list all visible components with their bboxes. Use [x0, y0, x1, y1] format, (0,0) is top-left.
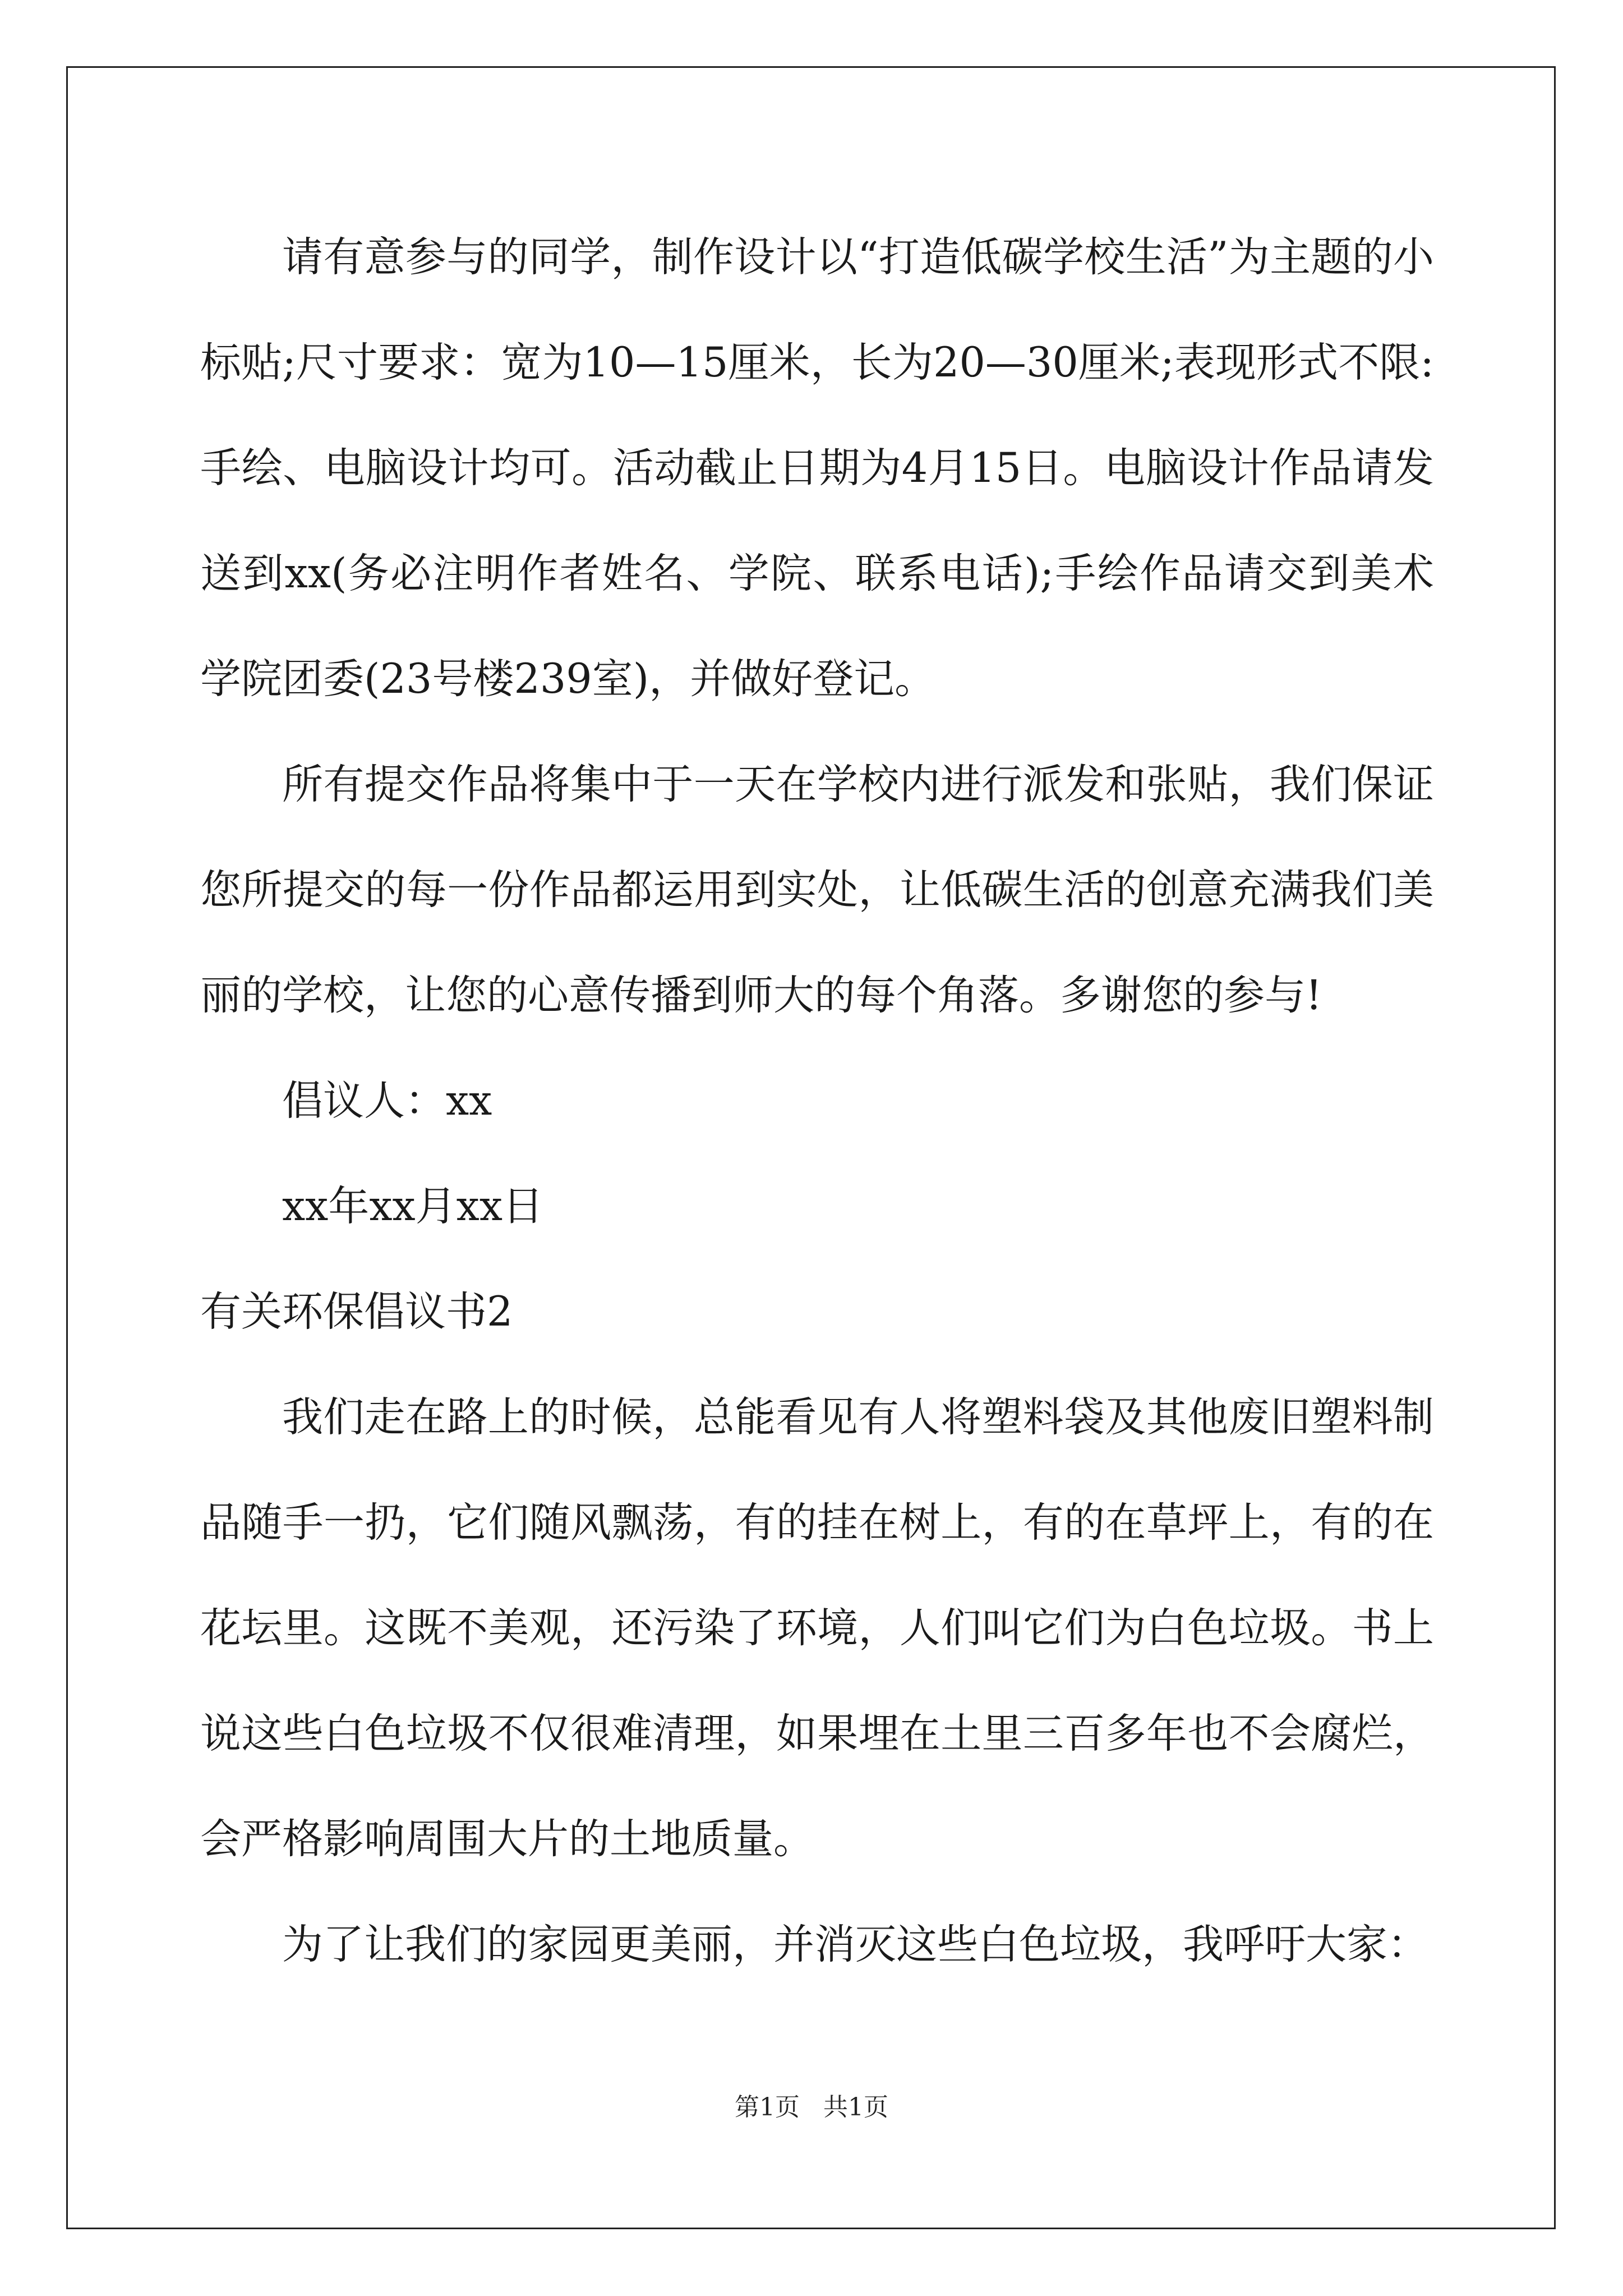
paragraph-appeal: 为了让我们的家园更美丽，并消灭这些白色垃圾，我呼吁大家：	[282, 1921, 1428, 1968]
page-footer: 第1页 共1页	[735, 2093, 888, 2122]
paragraph-white-pollution: 我们走在路上的时候，总能看见有人将塑料袋及其他废旧塑料制品随手一扔，它们随风飘荡，有的挂在树上，有的在草坪上，有的在花坛里。这既不美观，还污染了环境，人们叫它们为白色垃圾。书上说这些白色垃圾不仅很难清理，如果埋在土里三百多年也不会腐烂，会严格影响周围大片的土地质量。	[200, 1393, 1434, 1863]
document-body	[200, 205, 1434, 1998]
initiator-line: 倡议人：xx	[282, 1077, 492, 1125]
section-heading: 有关环保倡议书2	[200, 1288, 513, 1336]
paragraph-distribution-promise: 所有提交作品将集中于一天在学校内进行派发和张贴，我们保证您所提交的每一份作品都运用到实处，让低碳生活的创意充满我们美丽的学校，让您的心意传播到师大的每个角落。多谢您的参与!	[200, 761, 1434, 1019]
date-line: xx年xx月xx日	[282, 1182, 544, 1230]
paragraph-sticker-requirements: 请有意参与的同学，制作设计以“打造低碳学校生活”为主题的小标贴;尺寸要求：宽为10—15厘米，长为20—30厘米;表现形式不限:手绘、电脑设计均可。活动截止日期为4月15日。电脑设计作品请发送到xx(务必注明作者姓名、学院、联系电话);手绘作品请交到美术学院团委(23号楼239室)，并做好登记。	[200, 233, 1434, 703]
